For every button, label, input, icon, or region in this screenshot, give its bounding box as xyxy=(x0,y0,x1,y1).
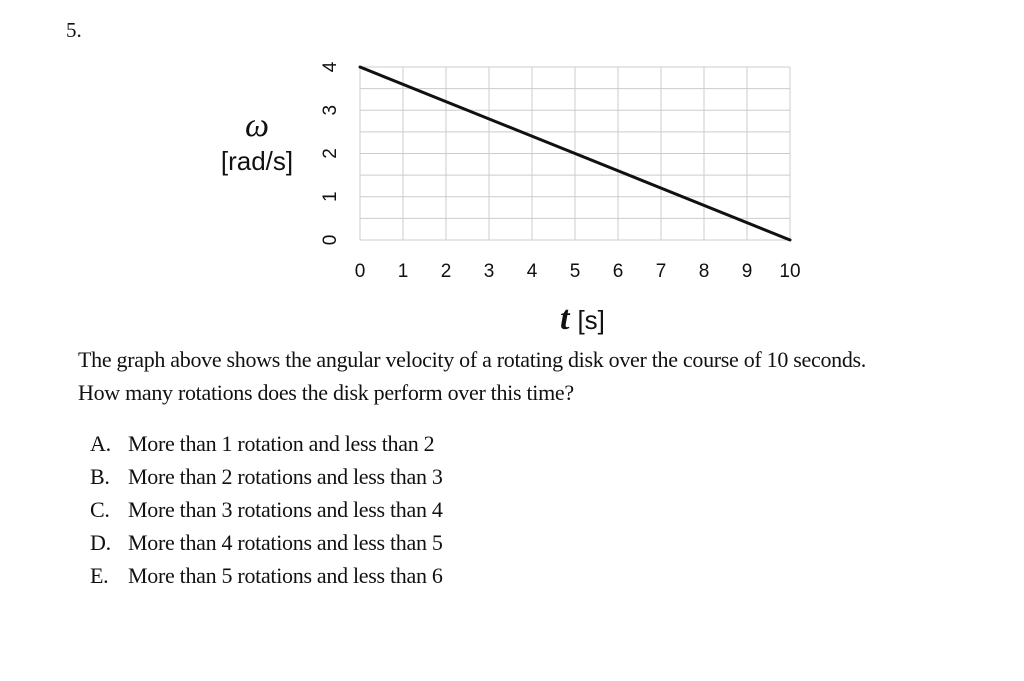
y-tick-label: 2 xyxy=(320,148,341,159)
x-tick-label: 6 xyxy=(612,261,624,282)
y-axis-symbol: ω xyxy=(244,107,269,144)
y-tick-label: 3 xyxy=(320,104,341,116)
question-number: 5. xyxy=(66,18,82,42)
x-tick-label: 7 xyxy=(655,261,667,282)
x-tick-label: 3 xyxy=(483,261,495,282)
question-line: How many rotations does the disk perform over this time? xyxy=(78,380,574,405)
x-tick-label: 10 xyxy=(779,261,801,282)
option-b[interactable] xyxy=(90,460,443,493)
option-letter: C. xyxy=(90,497,110,522)
option-text: More than 2 rotations and less than 3 xyxy=(128,464,443,489)
x-axis-symbol: t xyxy=(560,300,570,337)
x-axis-label xyxy=(560,300,605,338)
option-text: More than 3 rotations and less than 4 xyxy=(128,497,443,522)
option-d[interactable] xyxy=(90,526,443,559)
option-c[interactable] xyxy=(90,493,443,526)
option-letter: A. xyxy=(90,431,111,456)
y-tick-label: 4 xyxy=(320,61,341,73)
x-tick-label: 1 xyxy=(397,261,409,282)
option-a[interactable] xyxy=(90,427,443,460)
x-axis-unit: [s] xyxy=(577,305,605,335)
x-tick-label: 5 xyxy=(569,261,581,282)
question-line: The graph above shows the angular velocity of a rotating disk over the course of 10 seconds. xyxy=(78,347,867,372)
answer-options xyxy=(90,427,443,592)
option-text: More than 5 rotations and less than 6 xyxy=(128,563,443,588)
x-tick-label: 8 xyxy=(698,261,710,282)
question-text xyxy=(78,343,1008,409)
option-text: More than 1 rotation and less than 2 xyxy=(128,431,435,456)
option-text: More than 4 rotations and less than 5 xyxy=(128,530,443,555)
x-tick-label: 9 xyxy=(741,261,753,282)
x-tick-label: 4 xyxy=(526,261,538,282)
y-tick-label: 1 xyxy=(320,191,341,203)
option-e[interactable] xyxy=(90,559,443,592)
y-tick-label: 0 xyxy=(320,234,341,246)
x-tick-label: 0 xyxy=(354,261,366,282)
option-letter: B. xyxy=(90,464,110,489)
x-tick-label: 2 xyxy=(440,261,452,282)
y-axis-unit: [rad/s] xyxy=(220,146,294,176)
option-letter: D. xyxy=(90,530,111,555)
option-letter: E. xyxy=(90,563,109,588)
